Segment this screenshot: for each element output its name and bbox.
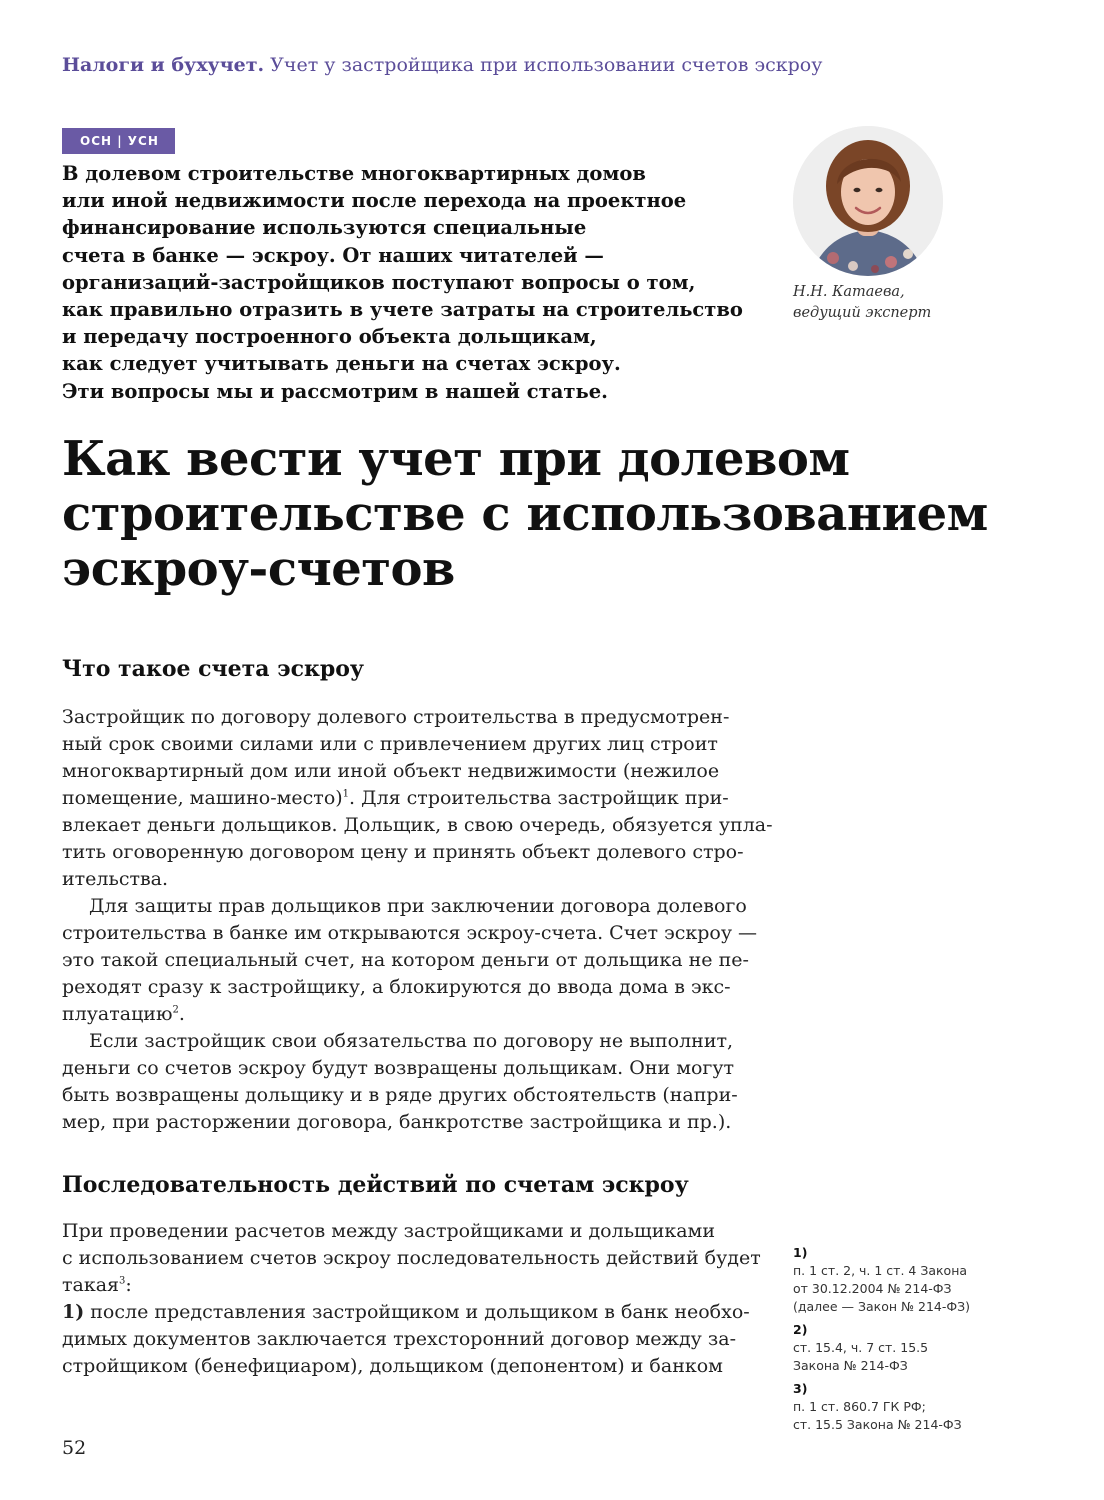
list-item-number: 1) xyxy=(62,1301,85,1323)
footnote-text: Закона № 214-ФЗ xyxy=(793,1358,908,1373)
text-line xyxy=(62,1001,752,1028)
text-line: ительства. xyxy=(62,868,169,890)
footnote-text: ст. 15.4, ч. 7 ст. 15.5 xyxy=(793,1340,929,1355)
lead-line: счета в банке — эскроу. От наших читателей — xyxy=(62,243,604,267)
text-fragment: такая xyxy=(62,1274,120,1296)
text-line: это такой специальный счет, на котором деньги от дольщика не пе- xyxy=(62,949,749,971)
footnote-3 xyxy=(793,1380,1093,1434)
footnotes xyxy=(793,1244,1093,1439)
text-fragment: после представления застройщиком и дольщиком в банк необхо- xyxy=(84,1301,750,1323)
text-fragment: . xyxy=(178,1003,185,1025)
text-line xyxy=(62,785,752,812)
tax-regime-tag: ОСН | УСН xyxy=(62,128,175,154)
text-line: быть возвращены дольщику и в ряде других обстоятельств (напри- xyxy=(62,1084,738,1106)
text-line: димых документов заключается трехсторонний договор между за- xyxy=(62,1328,736,1350)
author-photo xyxy=(793,126,943,276)
title-line: Как вести учет при долевом xyxy=(62,431,850,487)
text-line: тить оговоренную договором цену и принять объект долевого стро- xyxy=(62,841,744,863)
footnote-ref-1[interactable]: 1 xyxy=(342,788,350,800)
text-line: с использованием счетов эскроу последовательность действий будет xyxy=(62,1247,761,1269)
lead-line: В долевом строительстве многоквартирных домов xyxy=(62,162,646,185)
section1-body xyxy=(62,704,773,1136)
footnote-number: 3) xyxy=(793,1381,808,1396)
footnote-number: 2) xyxy=(793,1322,808,1337)
text-line: При проведении расчетов между застройщиками и дольщиками xyxy=(62,1220,716,1242)
text-line: Застройщик по договору долевого строительства в предусмотрен- xyxy=(62,706,730,728)
footnote-2 xyxy=(793,1321,1093,1375)
lead-line: организаций-застройщиков поступают вопросы о том, xyxy=(62,270,696,294)
text-fragment: плуатацию xyxy=(62,1003,173,1025)
author-caption xyxy=(793,282,931,324)
running-head xyxy=(62,54,822,76)
title-line: строительстве с использованием xyxy=(62,486,988,542)
text-line: ный срок своими силами или с привлечением других лиц строит xyxy=(62,733,718,755)
footnote-ref-2[interactable]: 2 xyxy=(172,1004,179,1016)
text-line: мер, при расторжении договора, банкротстве застройщика и пр.). xyxy=(62,1111,732,1133)
footnote-text: п. 1 ст. 2, ч. 1 ст. 4 Закона xyxy=(793,1263,968,1278)
lead-line: или иной недвижимости после перехода на проектное xyxy=(62,189,687,213)
footnote-1 xyxy=(793,1244,1093,1316)
text-line xyxy=(62,1272,752,1299)
author-role: ведущий эксперт xyxy=(793,305,932,321)
text-fragment: помещение, машино-место) xyxy=(62,787,343,809)
footnote-ref-3[interactable]: 3 xyxy=(119,1275,126,1287)
footnote-text: ст. 15.5 Закона № 214-ФЗ xyxy=(793,1417,962,1432)
footnote-text: от 30.12.2004 № 214-ФЗ xyxy=(793,1281,952,1296)
lead-line: и передачу построенного объекта дольщикам, xyxy=(62,325,597,349)
text-line: многоквартирный дом или иной объект недвижимости (нежилое xyxy=(62,760,720,782)
footnote-text: (далее — Закон № 214-ФЗ) xyxy=(793,1299,971,1314)
lead-line: финансирование используются специальные xyxy=(62,216,587,240)
footnote-text: п. 1 ст. 860.7 ГК РФ; xyxy=(793,1399,926,1414)
footnote-number: 1) xyxy=(793,1245,808,1260)
text-line: стройщиком (бенефициаром), дольщиком (депонентом) и банком xyxy=(62,1355,723,1377)
section2-body xyxy=(62,1218,761,1380)
lead-line: как следует учитывать деньги на счетах эскроу. xyxy=(62,352,621,376)
running-head-subtitle: Учет у застройщика при использовании счетов эскроу xyxy=(270,54,823,76)
article-title xyxy=(62,432,988,597)
title-line: эскроу-счетов xyxy=(62,541,455,597)
section-heading-sequence: Последовательность действий по счетам эскроу xyxy=(62,1172,689,1198)
lead-line: как правильно отразить в учете затраты на строительство xyxy=(62,298,743,322)
text-line: строительства в банке им открываются эскроу-счета. Счет эскроу — xyxy=(62,922,758,944)
text-fragment: . Для строительства застройщик при- xyxy=(349,787,729,809)
text-line: реходят сразу к застройщику, а блокируются до ввода дома в экс- xyxy=(62,976,731,998)
lead-paragraph xyxy=(62,160,782,405)
text-line: Для защиты прав дольщиков при заключении договора долевого xyxy=(89,895,747,917)
text-line: деньги со счетов эскроу будут возвращены дольщикам. Они могут xyxy=(62,1057,735,1079)
text-line: Если застройщик свои обязательства по договору не выполнит, xyxy=(89,1030,734,1052)
section-heading-escrow: Что такое счета эскроу xyxy=(62,656,365,682)
list-item xyxy=(62,1299,752,1326)
author-name: Н.Н. Катаева, xyxy=(793,284,905,300)
lead-line: Эти вопросы мы и рассмотрим в нашей статье. xyxy=(62,379,608,403)
page-number: 52 xyxy=(62,1437,87,1459)
text-line: влекает деньги дольщиков. Дольщик, в свою очередь, обязуется упла- xyxy=(62,814,773,836)
text-fragment: : xyxy=(125,1274,132,1296)
running-head-section: Налоги и бухучет. xyxy=(62,54,265,76)
